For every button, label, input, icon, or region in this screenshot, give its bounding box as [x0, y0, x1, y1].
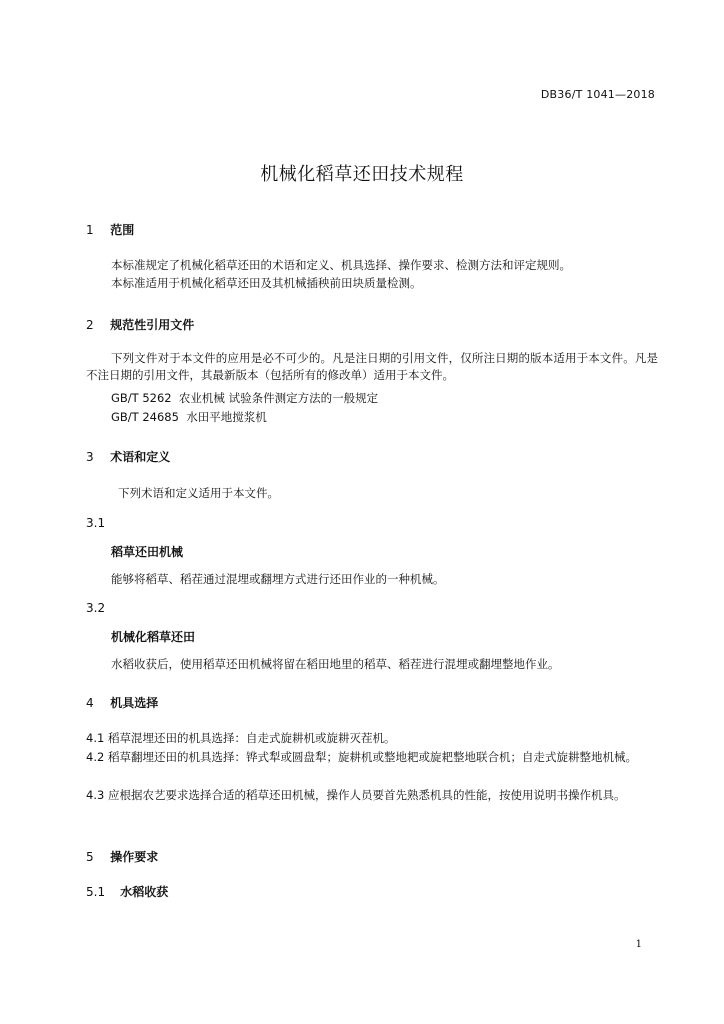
clause-item: 4.2 稻草翻埋还田的机具选择：铧式犁或圆盘犁；旋耕机或整地耙或旋耙整地联合机；自走式旋耕整地机械。 — [86, 750, 637, 764]
section-title: 术语和定义 — [110, 450, 171, 464]
section-number: 2 — [86, 318, 94, 332]
standard-code: DB36/T 1041—2018 — [540, 88, 655, 101]
section-3-paragraph: 下列术语和定义适用于本文件。 — [118, 486, 279, 500]
section-title: 机具选择 — [110, 696, 159, 710]
page-number: 1 — [635, 939, 642, 950]
section-number: 5 — [86, 850, 94, 864]
section-title: 范围 — [110, 223, 135, 237]
section-1-paragraph: 本标准规定了机械化稻草还田的术语和定义、机具选择、操作要求、检测方法和评定规则。 — [111, 258, 571, 272]
normative-reference: GB/T 5262 农业机械 试验条件测定方法的一般规定 — [111, 391, 379, 405]
clause-item: 4.3 应根据农艺要求选择合适的稻草还田机械，操作人员要首先熟悉机具的性能，按使用说明书操作机具。 — [86, 788, 626, 802]
clause-item: 4.1 稻草混埋还田的机具选择：自走式旋耕机或旋耕灭茬机。 — [86, 731, 396, 745]
term-name: 机械化稻草还田 — [111, 630, 196, 644]
term-definition: 能够将稻草、稻茬通过混埋或翻埋方式进行还田作业的一种机械。 — [111, 572, 445, 586]
section-1-heading — [86, 221, 134, 238]
term-number: 3.1 — [86, 516, 106, 530]
section-1-paragraph: 本标准适用于机械化稻草还田及其机械插秧前田块质量检测。 — [111, 276, 422, 290]
section-3-heading — [86, 448, 170, 465]
term-definition: 水稻收获后，使用稻草还田机械将留在稻田地里的稻草、稻茬进行混埋或翻埋整地作业。 — [111, 657, 560, 671]
subsection-number: 5.1 — [86, 885, 106, 899]
term-name: 稻草还田机械 — [111, 545, 184, 559]
section-2-heading — [86, 316, 194, 333]
section-5-heading — [86, 848, 158, 865]
subsection-title: 水稻收获 — [120, 885, 169, 899]
section-number: 4 — [86, 696, 94, 710]
subsection-5-1-heading — [86, 883, 168, 900]
section-title: 规范性引用文件 — [110, 318, 195, 332]
section-title: 操作要求 — [110, 850, 159, 864]
document-title: 机械化稻草还田技术规程 — [260, 164, 464, 185]
section-number: 1 — [86, 223, 94, 237]
section-2-paragraph: 下列文件对于本文件的应用是必不可少的。凡是注日期的引用文件，仅所注日期的版本适用于本文件。凡是不注日期的引用文件，其最新版本（包括所有的修改单）适用于本文件。 — [86, 351, 658, 382]
section-4-heading — [86, 694, 158, 711]
section-number: 3 — [86, 450, 94, 464]
term-number: 3.2 — [86, 601, 106, 615]
normative-reference: GB/T 24685 水田平地搅浆机 — [111, 410, 267, 424]
